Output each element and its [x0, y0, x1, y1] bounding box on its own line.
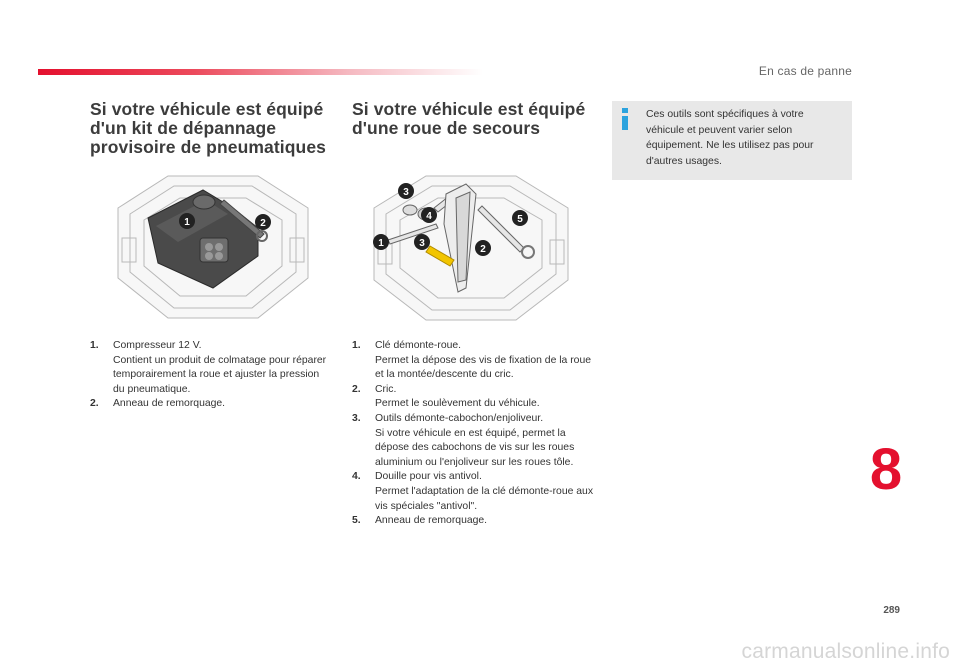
header-accent-bar [38, 69, 483, 75]
svg-text:3: 3 [419, 238, 425, 249]
list-item [90, 397, 330, 412]
svg-text:3: 3 [403, 187, 409, 198]
chapter-title: En cas de panne [758, 64, 852, 78]
chapter-number: 8 [869, 437, 903, 502]
item-number: 2. [90, 398, 99, 410]
item-number: 4. [352, 471, 361, 483]
spare-wheel-tools-illustration [366, 168, 576, 328]
section-heading-repair-kit: Si votre véhicule est équipé d'un kit de dépannage provisoire de pneumatiques [90, 99, 326, 157]
list-item [352, 470, 597, 514]
info-box [612, 101, 852, 180]
item-text: Cric. Permet le soulèvement du véhicule. [375, 383, 540, 410]
spare-wheel-list [352, 339, 597, 529]
list-item [352, 339, 597, 383]
item-text: Clé démonte-roue. Permet la dépose des vis de fixation de la roue et la montée/descente du cric. [375, 340, 592, 381]
svg-text:2: 2 [480, 244, 486, 255]
callout-1 [373, 234, 389, 250]
svg-text:5: 5 [517, 214, 523, 225]
info-text: Ces outils sont spécifiques à votre véhicule et peuvent varier selon équipement. Ne les utilisez pas pour d'autres usages. [646, 109, 814, 167]
info-icon [620, 108, 630, 130]
item-number: 2. [352, 383, 361, 395]
svg-text:2: 2 [260, 218, 266, 229]
svg-text:1: 1 [184, 217, 190, 228]
svg-text:1: 1 [378, 238, 384, 249]
item-text: Outils démonte-cabochon/enjoliveur. Si votre véhicule en est équipé, permet la dépose des cabochons de vis sur les roues aluminium ou l'enjoliveur sur les roues tôle. [375, 412, 575, 468]
list-item [90, 339, 330, 397]
callout-2 [255, 214, 271, 230]
list-item [352, 514, 597, 529]
item-text: Douille pour vis antivol. Permet l'adaptation de la clé démonte-roue aux vis spéciales "antivol". [375, 471, 594, 512]
item-number: 3. [352, 412, 361, 424]
callout-3-bottom [414, 234, 430, 250]
item-text: Compresseur 12 V. Contient un produit de colmatage pour réparer temporairement la roue et ajuster la pression du pneumatique. [113, 340, 327, 395]
callout-4 [421, 207, 437, 223]
callout-1 [179, 213, 195, 229]
svg-text:4: 4 [426, 211, 432, 222]
watermark: carmanualsonline.info [741, 640, 950, 663]
section-heading-spare-wheel: Si votre véhicule est équipé d'une roue de secours [352, 99, 586, 138]
repair-kit-illustration [108, 168, 316, 328]
item-text: Anneau de remorquage. [375, 515, 488, 527]
repair-kit-list [90, 339, 330, 412]
callout-3-top [398, 183, 414, 199]
item-number: 1. [90, 340, 99, 351]
page-number: 289 [883, 605, 900, 616]
list-item [352, 412, 597, 470]
list-item [352, 383, 597, 412]
item-text: Anneau de remorquage. [113, 398, 226, 410]
callout-2 [475, 240, 491, 256]
item-number: 5. [352, 515, 361, 527]
callout-5 [512, 210, 528, 226]
item-number: 1. [352, 340, 361, 351]
